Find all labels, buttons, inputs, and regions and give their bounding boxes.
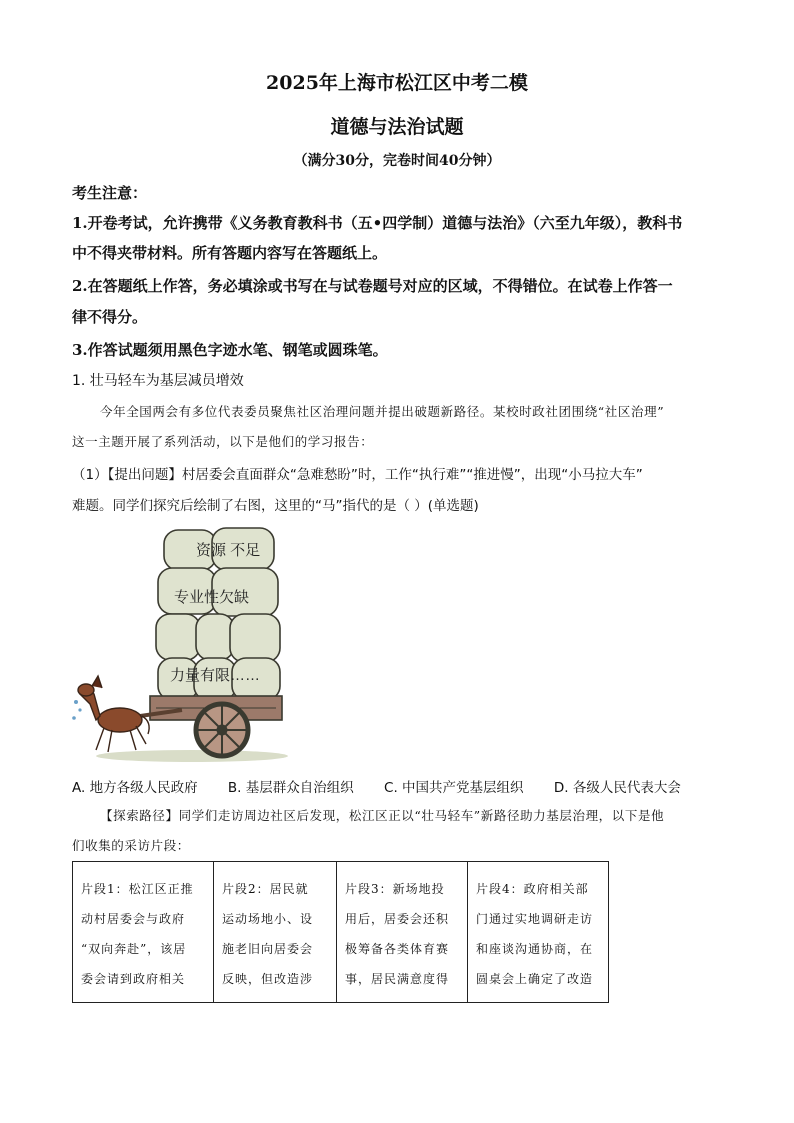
- clip-line: 委会请到政府相关: [81, 972, 186, 986]
- notice-item-2-line-2: 律不得分。: [72, 308, 148, 326]
- question-1-sub-1-line-2: 难题。同学们探究后绘制了右图，这里的“马”指代的是（ ）(单选题): [72, 498, 479, 514]
- clip-line: 片段2：居民就: [222, 882, 309, 896]
- question-1-intro-line-2: 这一主题开展了系列活动，以下是他们的学习报告：: [72, 434, 374, 449]
- explore-line-2: 们收集的采访片段：: [72, 838, 190, 853]
- notice-item-3: 3.作答试题须用黑色字迹水笔、钢笔或圆珠笔。: [72, 341, 388, 359]
- notice-item-2-line-1: 2.在答题纸上作答，务必填涂或书写在与试卷题号对应的区域，不得错位。在试卷上作答一: [72, 277, 673, 295]
- clip-line: “双向奔赴”，该居: [81, 942, 187, 956]
- clip-line: 动村居委会与政府: [81, 912, 186, 926]
- exam-subject: 道德与法治试题: [330, 116, 464, 138]
- clip-cell-4: [468, 862, 609, 1003]
- clip-line: 事，居民满意度得: [345, 972, 450, 986]
- figure-label-resources: 资源 不足: [196, 542, 261, 559]
- figure-label-capacity: 力量有限……: [170, 667, 261, 684]
- clip-cell-3: [337, 862, 468, 1003]
- clip-line: 和座谈沟通协商，在: [476, 942, 594, 956]
- option-d[interactable]: D. 各级人民代表大会: [553, 780, 681, 796]
- clip-line: 片段1：松江区正推: [81, 882, 194, 896]
- table-row: [73, 862, 609, 1003]
- question-1-title: 1. 壮马轻车为基层减员增效: [72, 373, 244, 389]
- clip-line: 用后，居委会还积: [345, 912, 450, 926]
- clip-line: 运动场地小、设: [222, 912, 314, 926]
- explore-line-1: 【探索路径】同学们走访周边社区后发现，松江区正以“壮马轻车”新路径助力基层治理，以下是他: [100, 808, 665, 823]
- interview-clips-table: [72, 861, 609, 1003]
- exam-note: （满分30分，完卷时间40分钟）: [293, 153, 501, 169]
- notice-item-1-line-1: 1.开卷考试，允许携带《义务教育教科书（五•四学制）道德与法治》（六至九年级），教科书: [72, 214, 683, 232]
- clip-line: 反映，但改造涉: [222, 972, 314, 986]
- clip-line: 片段4：政府相关部: [476, 882, 589, 896]
- option-c[interactable]: C. 中国共产党基层组织: [384, 780, 524, 796]
- option-a[interactable]: A. 地方各级人民政府: [72, 780, 198, 796]
- exam-title: 2025年上海市松江区中考二模: [266, 72, 528, 94]
- cart-wheel: [196, 704, 248, 756]
- clip-line: 片段3：新场地投: [345, 882, 445, 896]
- question-1-options: [72, 776, 707, 796]
- question-1-intro-line-1: 今年全国两会有多位代表委员聚焦社区治理问题并提出破题新路径。某校时政社团围绕“社区治理”: [100, 404, 665, 419]
- clip-line: 施老旧向居委会: [222, 942, 314, 956]
- clip-cell-2: [214, 862, 337, 1003]
- clip-line: 圆桌会上确定了改造: [476, 972, 594, 986]
- clip-line: 极筹备各类体育赛: [345, 942, 450, 956]
- clip-cell-1: [73, 862, 214, 1003]
- question-1-sub-1-line-1: （1）【提出问题】村居委会直面群众“急难愁盼”时，工作“执行难”“推进慢”，出现“小马拉大车”: [72, 467, 643, 483]
- notice-heading: 考生注意：: [72, 184, 148, 202]
- option-b[interactable]: B. 基层群众自治组织: [227, 780, 354, 796]
- clip-line: 门通过实地调研走访: [476, 912, 594, 926]
- horse-cart-illustration: [72, 524, 289, 764]
- figure-label-expertise: 专业性欠缺: [174, 589, 250, 606]
- notice-item-1-line-2: 中不得夹带材料。所有答题内容写在答题纸上。: [72, 244, 388, 262]
